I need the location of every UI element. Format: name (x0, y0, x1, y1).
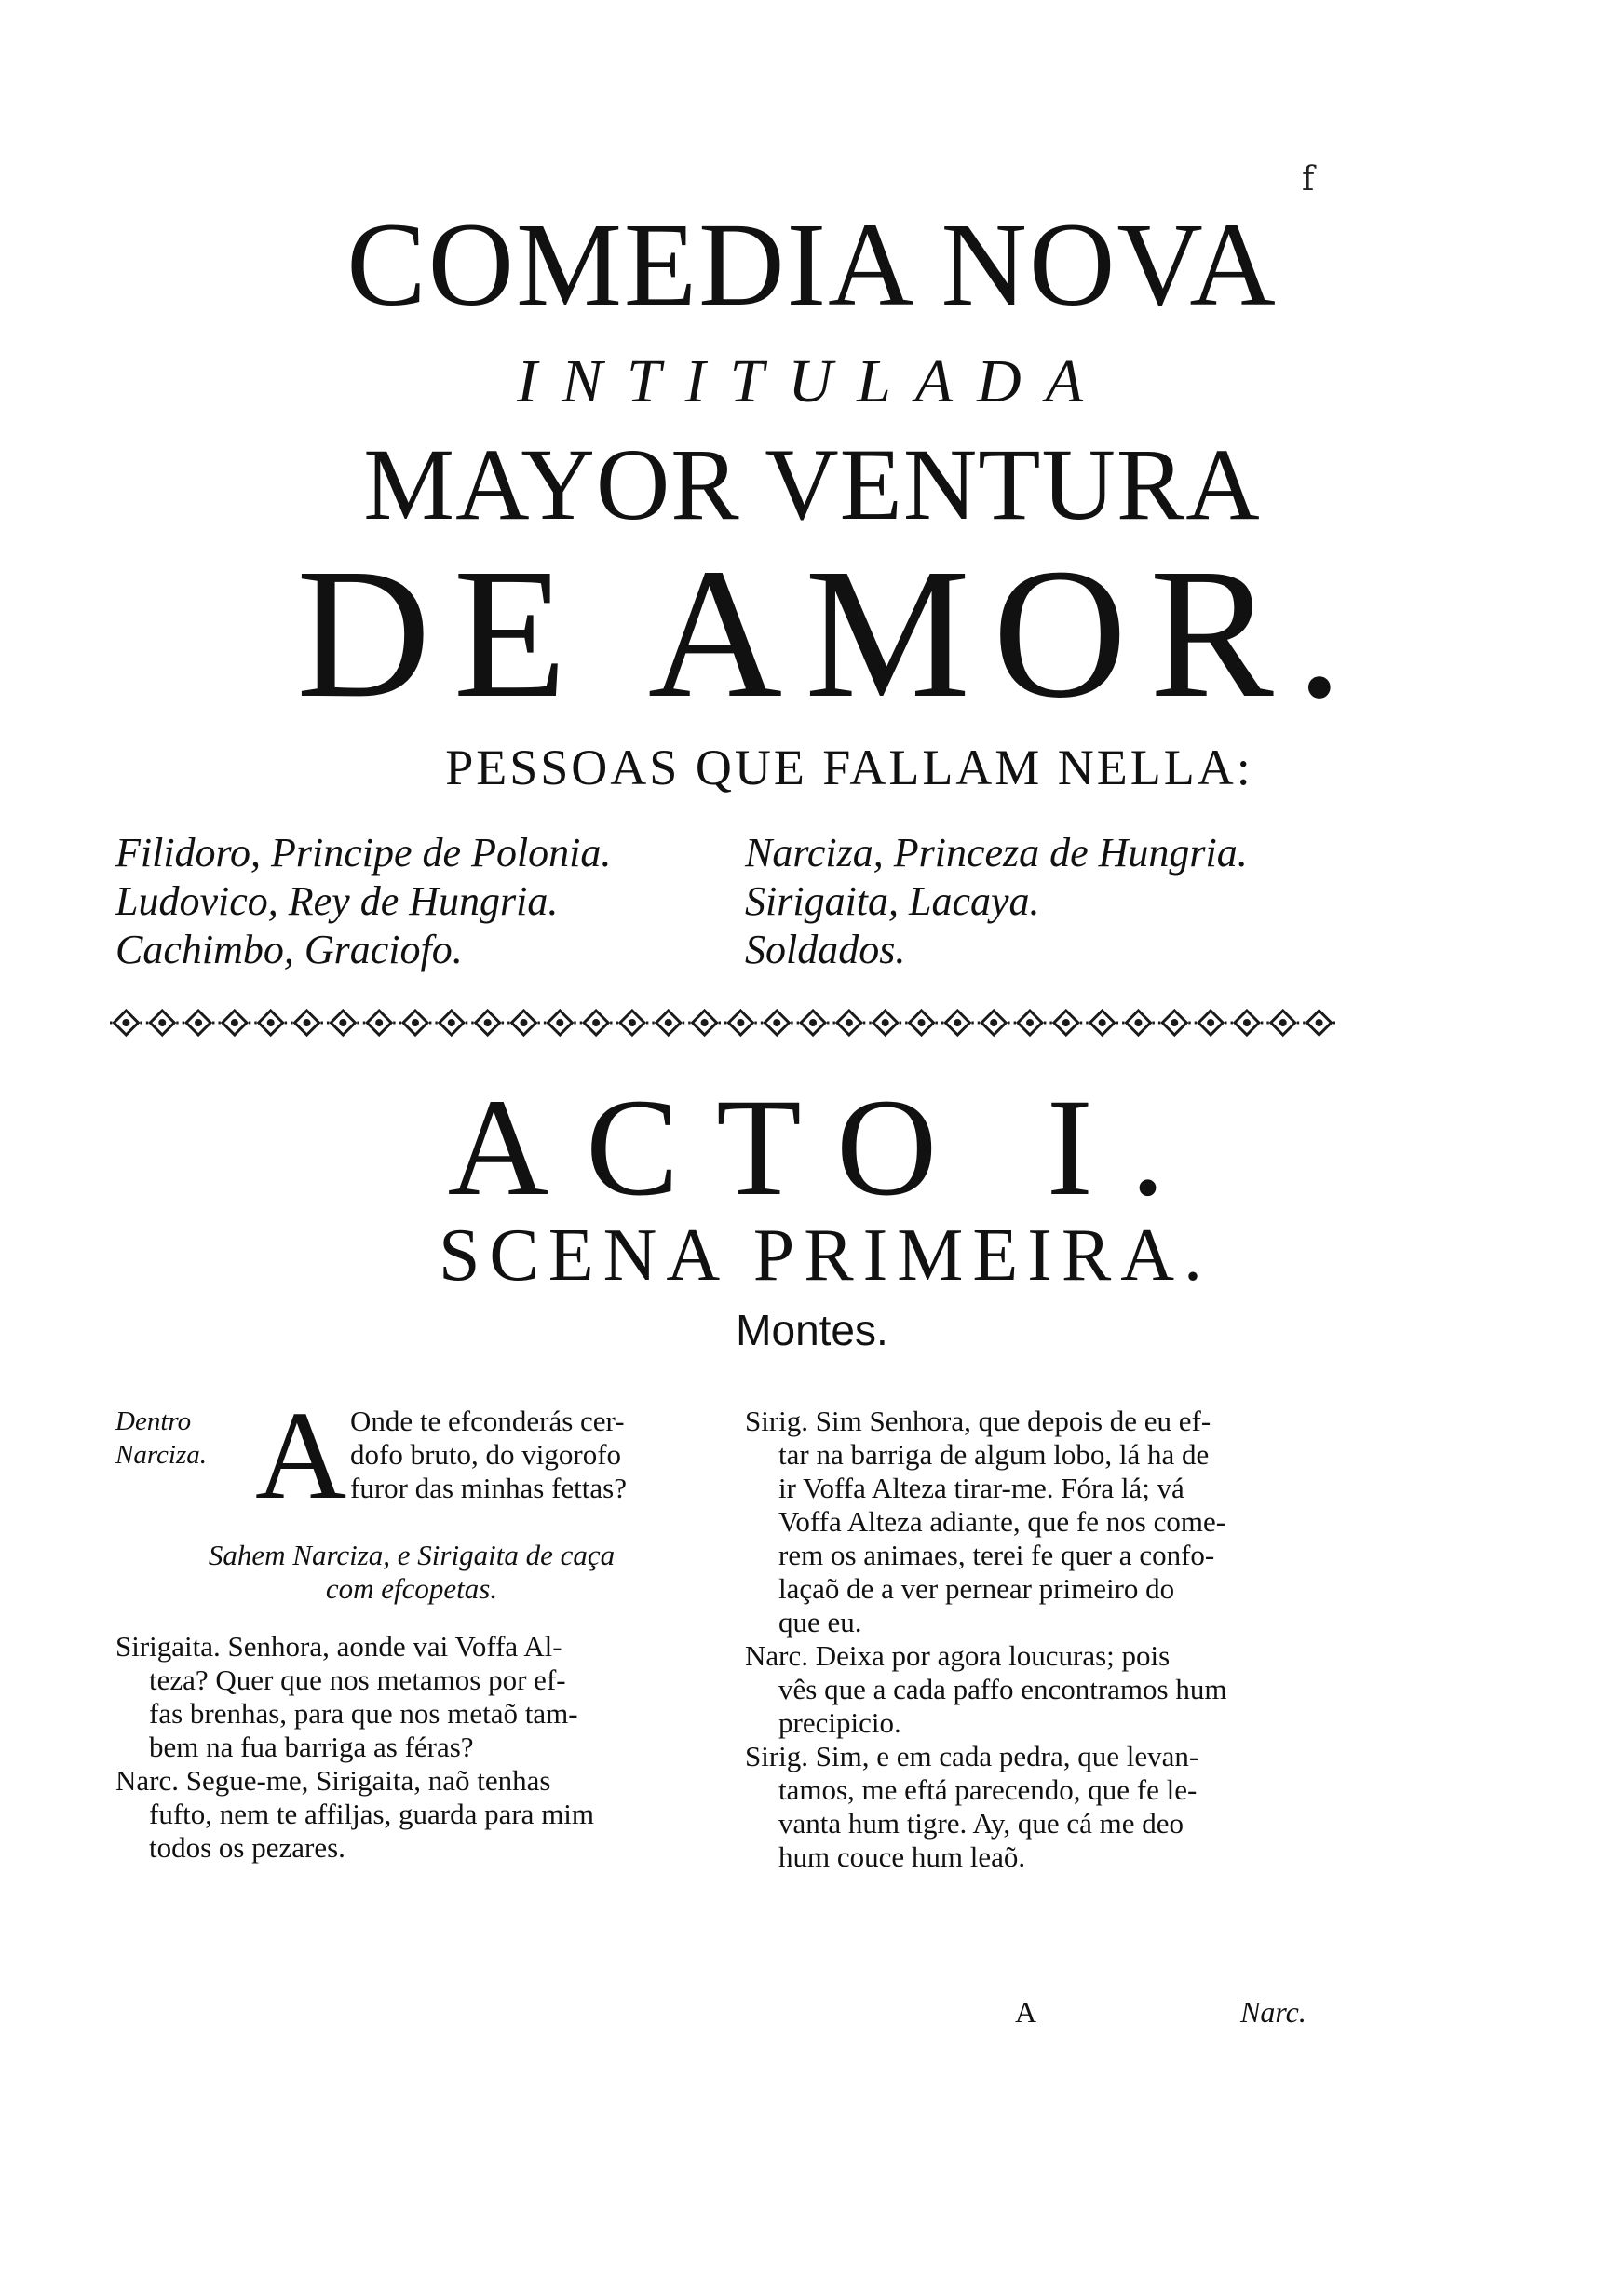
fleuron-icon (544, 1011, 576, 1035)
text-column-left (115, 1386, 708, 1865)
text-line: bem na fua barriga as féras? (149, 1731, 474, 1763)
fleuron-icon (1122, 1011, 1155, 1035)
text-line: Sirig. Sim, e em cada pedra, que levan- (745, 1740, 1199, 1772)
fleuron-icon (146, 1011, 179, 1035)
text-line: Narc. Deixa por agora loucuras; pois (745, 1639, 1171, 1672)
text-line: Voffa Alteza adiante, que fe nos come- (778, 1505, 1226, 1538)
text-line: hum couce hum leaõ. (778, 1840, 1026, 1873)
text-line: tamos, me eftá parecendo, que fe le- (778, 1773, 1198, 1806)
fleuron-icon (580, 1011, 613, 1035)
fleuron-icon (110, 1011, 142, 1035)
title-line-4: DE AMOR. (296, 531, 1365, 737)
fleuron-icon (183, 1011, 215, 1035)
fleuron-icon (327, 1011, 359, 1035)
text-line: rem os animaes, terei fe quer a confo- (778, 1539, 1215, 1571)
cast-list-left (115, 829, 730, 974)
fleuron-icon (978, 1011, 1010, 1035)
cast-entry: Cachimbo, Graciofo. (115, 927, 463, 972)
text-line: vês que a cada paffo encontramos hum (778, 1673, 1227, 1705)
cast-entry: Narciza, Princeza de Hungria. (745, 830, 1248, 876)
fleuron-icon (399, 1011, 432, 1035)
fleuron-icon (616, 1011, 649, 1035)
fleuron-icon (471, 1011, 504, 1035)
fleuron-icon (508, 1011, 540, 1035)
text-line: Narc. Segue-me, Sirigaita, naõ tenhas (115, 1764, 551, 1797)
fleuron-icon (869, 1011, 901, 1035)
fleuron-icon (1231, 1011, 1264, 1035)
fleuron-icon (291, 1011, 323, 1035)
scene-title: SCENA PRIMEIRA. (438, 1215, 1212, 1297)
cast-entry: Sirigaita, Lacaya. (745, 878, 1040, 924)
fleuron-icon (832, 1011, 865, 1035)
text-line: dofo bruto, do vigorofo (350, 1438, 622, 1471)
fleuron-icon (218, 1011, 250, 1035)
fleuron-icon (254, 1011, 287, 1035)
opening-speech (115, 1386, 708, 1526)
scene-location: Montes. (736, 1306, 888, 1354)
text-line: Onde te efconderás cer- (350, 1405, 625, 1437)
corner-mark: f (1302, 160, 1315, 198)
title-line-3: MAYOR VENTURA (363, 428, 1261, 541)
title-line-2: INTITULADA (516, 347, 1108, 415)
stage-line: Sahem Narciza, e Sirigaita de caça (208, 1539, 616, 1571)
ornament-divider (108, 1004, 1337, 1041)
fleuron-icon (1049, 1011, 1082, 1035)
fleuron-icon (363, 1011, 396, 1035)
text-line: Sirig. Sim Senhora, que depois de eu ef- (745, 1405, 1211, 1437)
text-line: tar na barriga de algum lobo, lá ha de (778, 1438, 1210, 1471)
signature-mark: A (1015, 1995, 1037, 2029)
persons-heading: PESSOAS QUE FALLAM NELLA: (445, 740, 1253, 795)
fleuron-icon (652, 1011, 684, 1035)
text-line: todos os pezares. (149, 1831, 345, 1864)
fleuron-icon (761, 1011, 793, 1035)
fleuron-icon (724, 1011, 757, 1035)
cast-entry: Ludovico, Rey de Hungria. (115, 878, 559, 924)
text-line: vanta hum tigre. Ay, que cá me deo (778, 1807, 1184, 1840)
fleuron-icon (941, 1011, 974, 1035)
cast-entry: Soldados. (745, 927, 906, 972)
catchword: Narc. (1240, 1995, 1306, 2029)
text-column-right (745, 1405, 1337, 1874)
text-line: furor das minhas fettas? (350, 1472, 627, 1504)
stage-line: com efcopetas. (325, 1572, 498, 1605)
speaker-line: Dentro (115, 1406, 192, 1436)
title-line-1: COMEDIA NOVA (346, 198, 1278, 331)
fleuron-icon (797, 1011, 830, 1035)
text-line: Sirigaita. Senhora, aonde vai Voffa Al- (115, 1630, 562, 1663)
fleuron-icon (435, 1011, 467, 1035)
fleuron-icon (1195, 1011, 1227, 1035)
cast-entry: Filidoro, Principe de Polonia. (115, 830, 612, 876)
speaker-label (115, 1405, 207, 1472)
text-line: laçaõ de a ver pernear primeiro do (778, 1572, 1175, 1605)
drop-text (350, 1405, 627, 1505)
fleuron-icon (1086, 1011, 1118, 1035)
speaker-line: Narciza. (115, 1440, 208, 1470)
text-line: que eu. (778, 1606, 862, 1638)
fleuron-icon (688, 1011, 721, 1035)
drop-capital: A (255, 1386, 347, 1526)
text-line: ir Voffa Alteza tirar-me. Fóra lá; vá (778, 1472, 1184, 1504)
text-line: fas brenhas, para que nos metaõ tam- (149, 1697, 578, 1730)
text-line: fufto, nem te affiljas, guarda para mim (149, 1798, 595, 1830)
fleuron-icon (905, 1011, 938, 1035)
act-title: ACTO I. (447, 1070, 1203, 1225)
text-line: teza? Quer que nos metamos por ef- (149, 1664, 566, 1696)
text-line: precipicio. (778, 1706, 901, 1739)
stage-direction (115, 1539, 708, 1606)
fleuron-icon (1266, 1011, 1299, 1035)
cast-list-right (745, 829, 1341, 974)
fleuron-icon (1158, 1011, 1191, 1035)
fleuron-icon (1303, 1011, 1335, 1035)
fleuron-icon (1014, 1011, 1047, 1035)
